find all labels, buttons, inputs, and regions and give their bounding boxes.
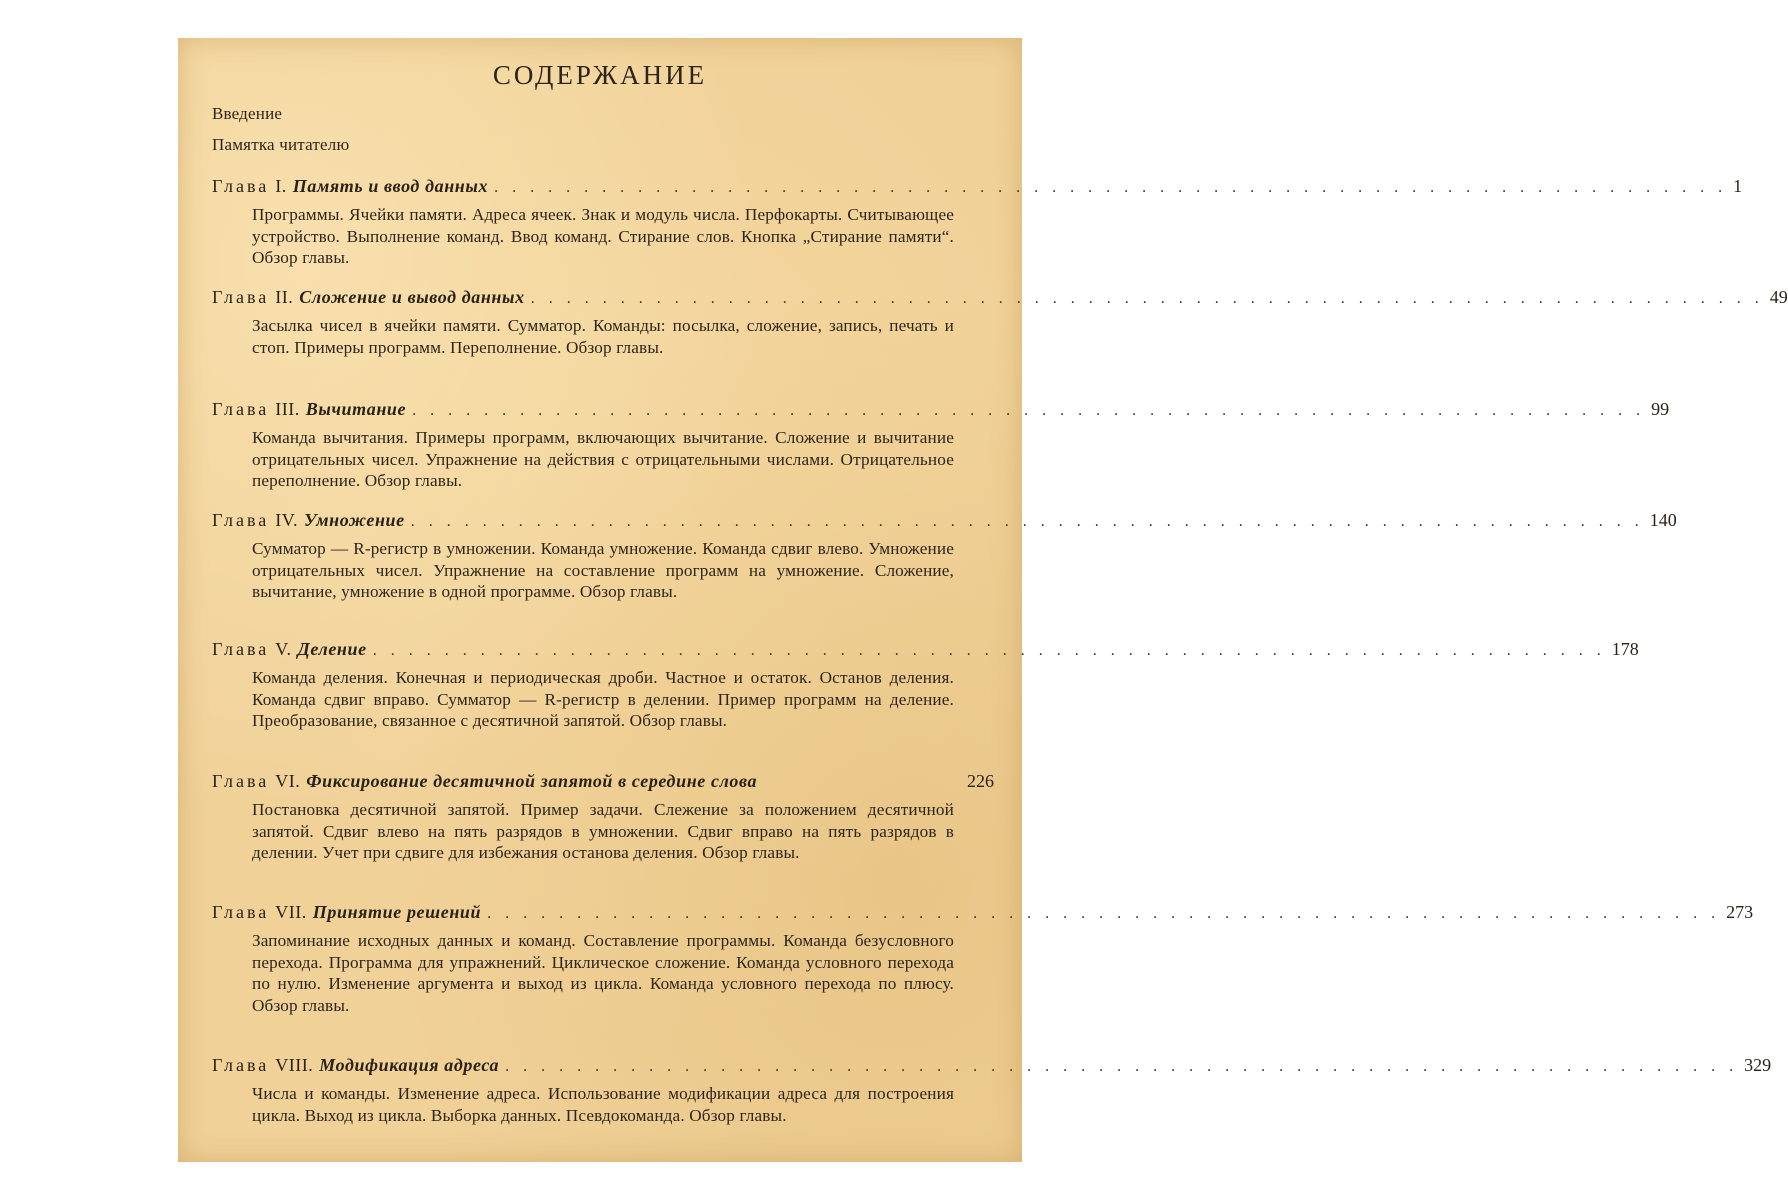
chapter-title: Деление — [297, 639, 367, 659]
page-number: 99 — [1651, 399, 1670, 419]
dot-leader: . . . . . . . . . . . . . . . . . . . . . . . . . . . . . . . . . . . . . . . . . . . . . . . . . . . . . . . . . . . . . . . . . . . . . — [410, 513, 1644, 530]
chapter-number: VI. — [275, 771, 301, 791]
chapter-heading-line — [212, 1054, 1772, 1076]
page-number: 329 — [1744, 1055, 1772, 1075]
chapter-number: IV. — [275, 510, 298, 530]
toc-entry-chapter-8 — [212, 1054, 1772, 1126]
toc-entry-chapter-4 — [212, 509, 1677, 603]
chapter-topics: Засылка чисел в ячейки памяти. Сумматор. Команды: посылка, сложение, запись, печать и стоп. Примеры программ. Переполнение. Обзор главы. — [252, 316, 954, 357]
chapter-title: Модификация адреса — [319, 1055, 500, 1075]
chapter-number: VIII. — [275, 1055, 314, 1075]
chapter-topics: Постановка десятичной запятой. Пример задачи. Слежение за положением десятичной запятой. Сдвиг влево на пять разрядов в умножении. Сдвиг вправо на пять разрядов в делении. Учет при сдвиге для избежания останова деления. Обзор главы. — [252, 800, 954, 863]
chapter-word: Глава — [212, 639, 270, 659]
chapter-heading-line — [212, 509, 1677, 531]
dot-leader: . . . . . . . . . . . . . . . . . . . . . . . . . . . . . . . . . . . . . . . . . . . . . . . . . . . . . . . . . . . . . . . . . . . . . — [494, 179, 1728, 196]
toc-entry-chapter-2 — [212, 286, 1788, 358]
page-number: 49 — [1769, 287, 1788, 307]
chapter-number: V. — [275, 639, 292, 659]
chapter-title: Вычитание — [305, 399, 407, 419]
page-number: 1 — [1733, 176, 1743, 196]
dot-leader: . . . . . . . . . . . . . . . . . . . . . . . . . . . . . . . . . . . . . . . . . . . . . . . . . . . . . . . . . . . . . . . . . . . . . — [505, 1058, 1739, 1075]
chapter-title: Фиксирование десятичной запятой в середине слова — [306, 771, 758, 791]
front-matter-introduction: Введение — [212, 104, 283, 123]
toc-entry-chapter-3 — [212, 398, 1670, 492]
chapter-heading-line — [212, 175, 1743, 197]
dot-leader: . . . . . . . . . . . . . . . . . . . . . . . . . . . . . . . . . . . . . . . . . . . . . . . . . . . . . . . . . . . . . . . . . . . . . — [487, 905, 1721, 922]
chapter-heading-line — [212, 286, 1788, 308]
page-title: СОДЕРЖАНИЕ — [492, 60, 708, 90]
front-matter-reader-notes: Памятка читателю — [212, 135, 350, 154]
chapter-word: Глава — [212, 287, 270, 307]
chapter-topics: Программы. Ячейки памяти. Адреса ячеек. Знак и модуль числа. Перфокарты. Считывающее устройство. Выполнение команд. Ввод команд. Стирание слов. Кнопка „Стирание памяти“. Обзор главы. — [252, 205, 954, 268]
chapter-topics: Числа и команды. Изменение адреса. Использование модификации адреса для построения цикла. Выход из цикла. Выборка данных. Псевдокоманда. Обзор главы. — [252, 1084, 954, 1125]
chapter-title: Умножение — [303, 510, 405, 530]
dot-leader: . . . . . . . . . . . . . . . . . . . . . . . . . . . . . . . . . . . . . . . . . . . . . . . . . . . . . . . . . . . . . . . . . . . . . — [530, 290, 1764, 307]
chapter-topics: Сумматор — R-регистр в умножении. Команда умножение. Команда сдвиг влево. Умножение отрицательных чисел. Упражнение на составление программ на умножение. Сложение, вычитание, умножение в одной программе. Обзор главы. — [252, 539, 954, 602]
page-number: 226 — [967, 771, 994, 791]
chapter-topics: Запоминание исходных данных и команд. Составление программы. Команда безусловного перехода. Программа для упражнений. Циклическое сложение. Команда условного перехода по нулю. Изменение аргумента и выход из цикла. Команда условного перехода по плюсу. Обзор главы. — [252, 931, 954, 1015]
chapter-topics: Команда вычитания. Примеры программ, включающих вычитание. Сложение и вычитание отрицательных чисел. Упражнение на действия с отрицательными числами. Отрицательное переполнение. Обзор главы. — [252, 428, 954, 491]
chapter-heading-line — [212, 901, 1754, 923]
toc-entry-chapter-1 — [212, 175, 1743, 269]
page-number: 140 — [1649, 510, 1677, 530]
chapter-number: I. — [275, 176, 287, 196]
chapter-word: Глава — [212, 902, 270, 922]
chapter-title: Память и ввод данных — [292, 176, 489, 196]
chapter-number: II. — [275, 287, 294, 307]
chapter-title: Сложение и вывод данных — [299, 287, 525, 307]
chapter-word: Глава — [212, 771, 270, 791]
page-number: 273 — [1726, 902, 1754, 922]
chapter-number: III. — [275, 399, 300, 419]
toc-entry-chapter-7 — [212, 901, 1754, 1016]
chapter-heading-line — [212, 398, 1670, 420]
dot-leader: . . . . . . . . . . . . . . . . . . . . . . . . . . . . . . . . . . . . . . . . . . . . . . . . . . . . . . . . . . . . . . . . . . . . . — [412, 402, 1646, 419]
chapter-number: VII. — [275, 902, 307, 922]
chapter-word: Глава — [212, 399, 270, 419]
contents-page — [178, 38, 1788, 1162]
chapter-word: Глава — [212, 510, 270, 530]
chapter-word: Глава — [212, 176, 270, 196]
chapter-heading-line — [212, 638, 1639, 660]
chapter-heading-line — [212, 770, 994, 792]
chapter-title: Принятие решений — [312, 902, 482, 922]
toc-entry-chapter-6 — [212, 770, 994, 864]
page-number: 178 — [1611, 639, 1639, 659]
toc-entry-chapter-5 — [212, 638, 1639, 732]
chapter-topics: Команда деления. Конечная и периодическая дроби. Частное и остаток. Останов деления. Команда сдвиг вправо. Сумматор — R-регистр в делении. Пример программ на деление. Преобразование, связанное с десятичной запятой. Обзор главы. — [252, 668, 954, 731]
chapter-word: Глава — [212, 1055, 270, 1075]
dot-leader: . . . . . . . . . . . . . . . . . . . . . . . . . . . . . . . . . . . . . . . . . . . . . . . . . . . . . . . . . . . . . . . . . . . . . — [372, 642, 1606, 659]
